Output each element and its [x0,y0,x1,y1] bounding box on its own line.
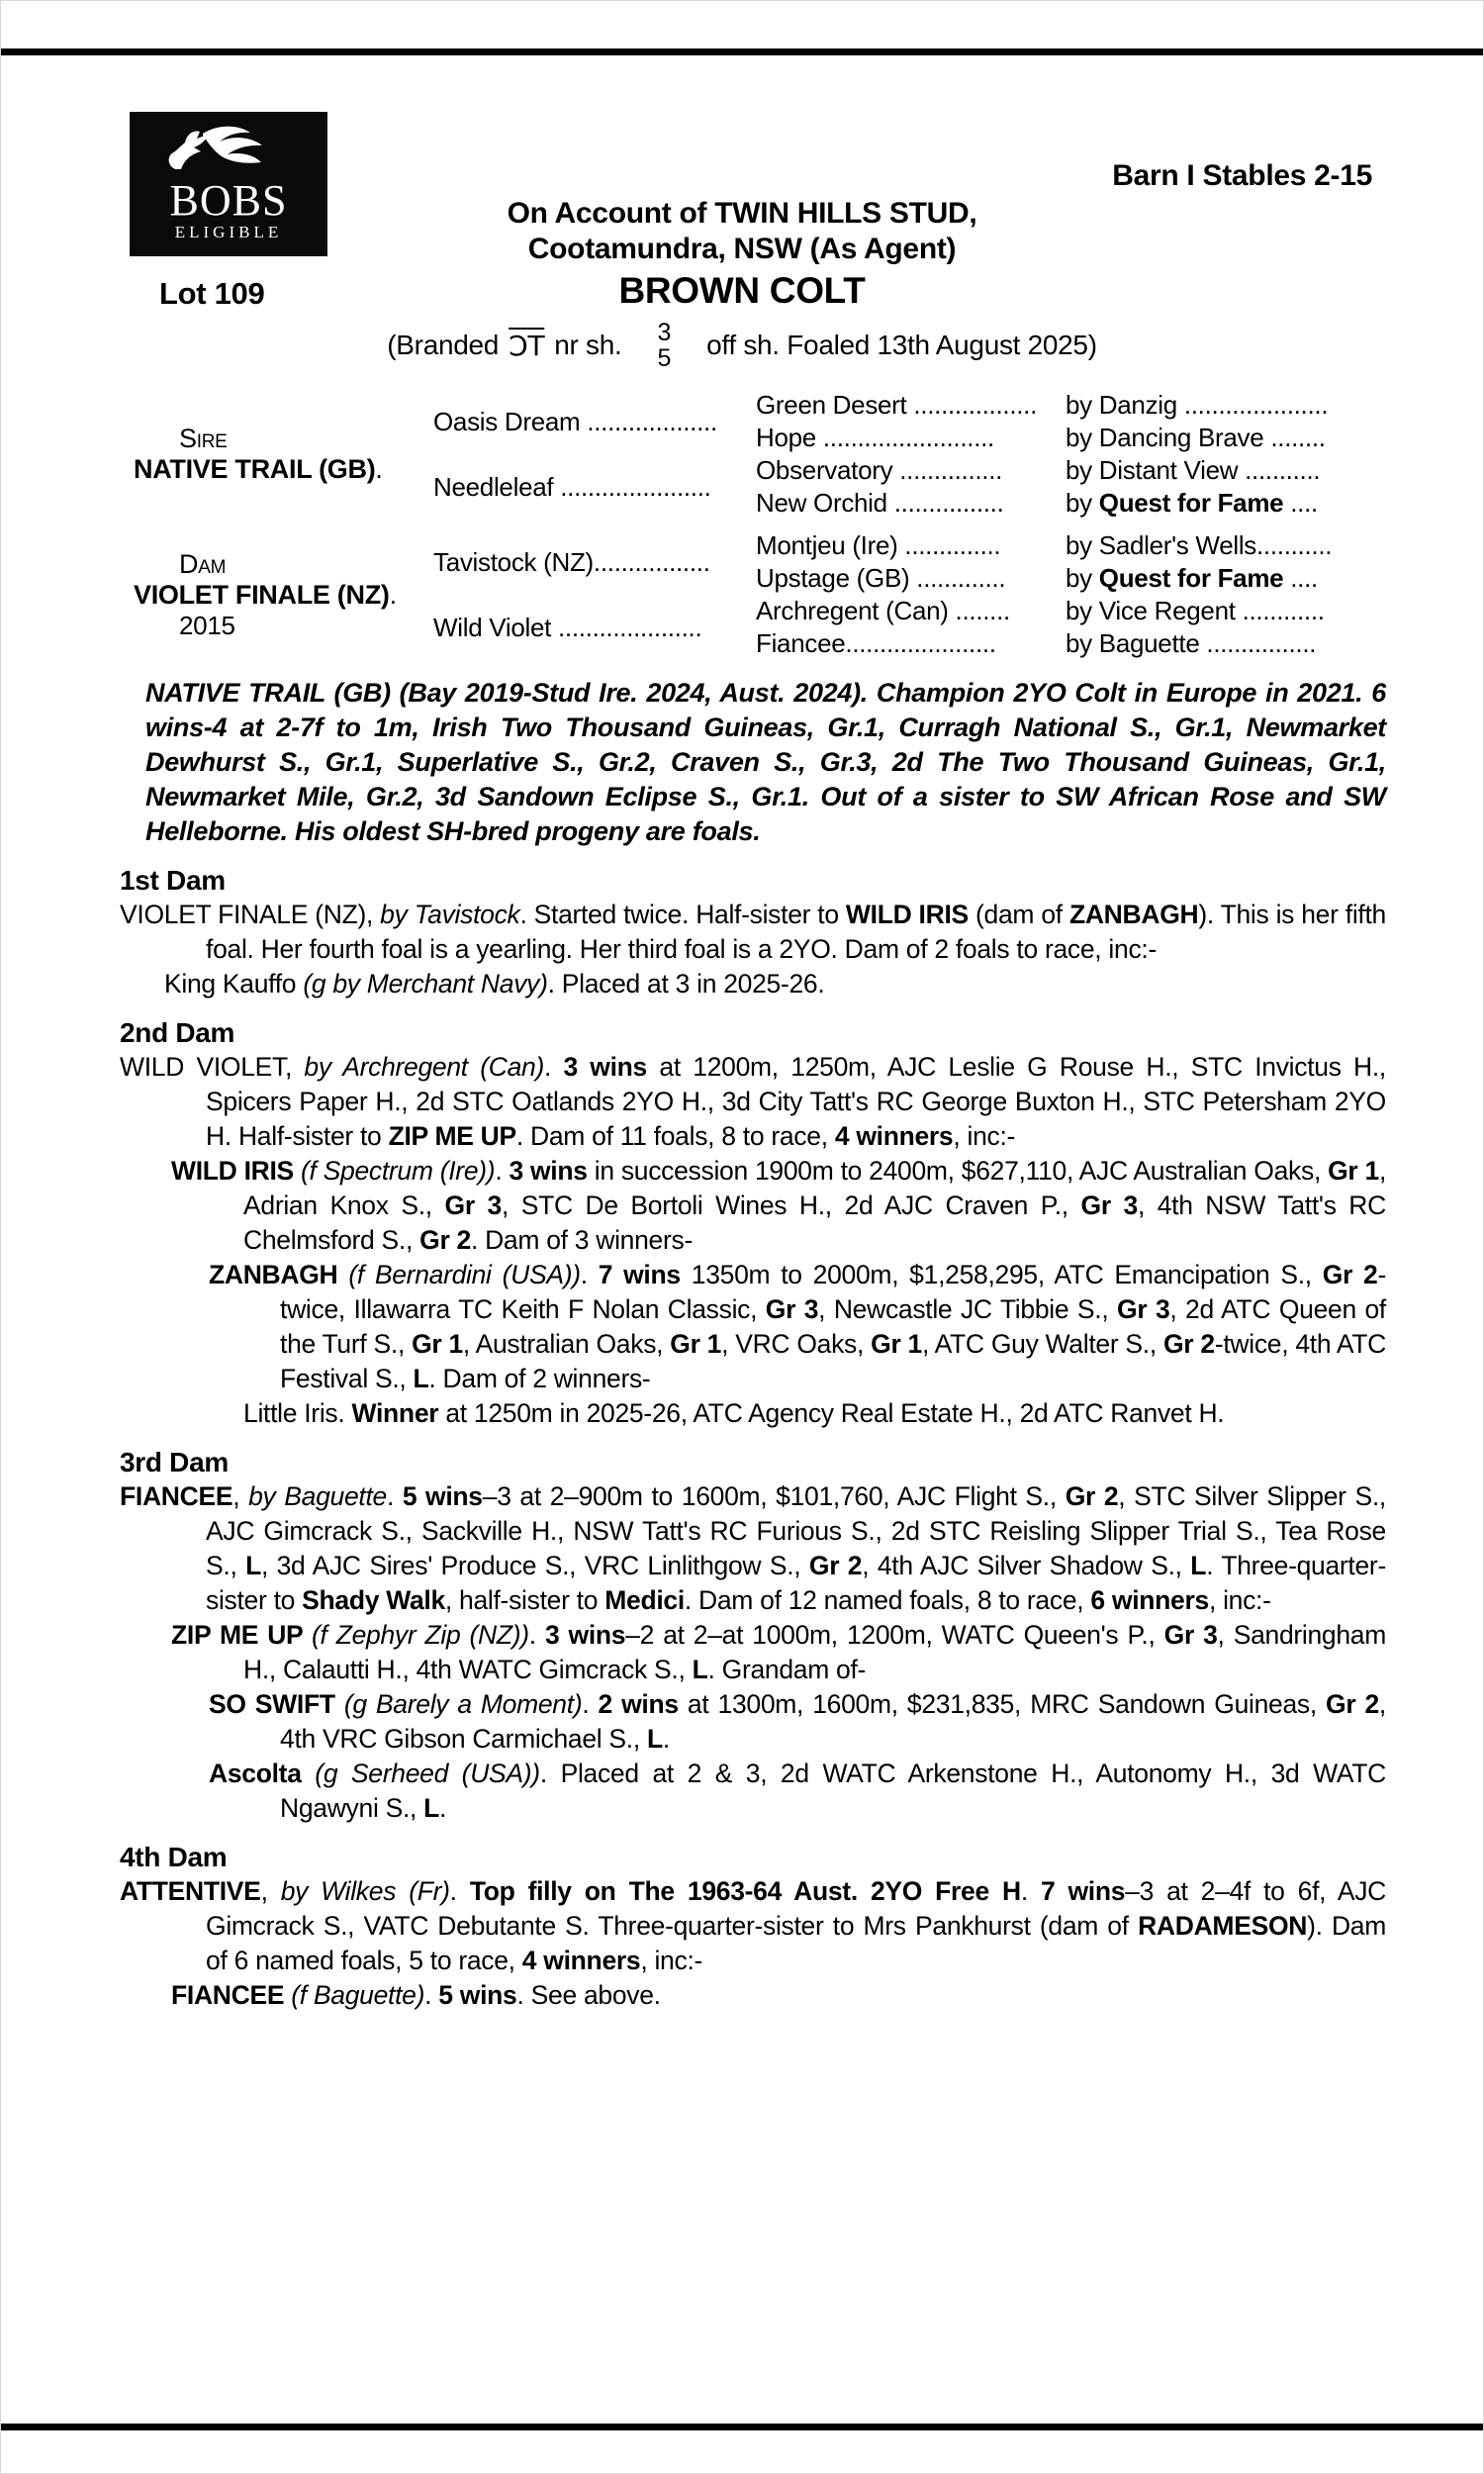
pedigree-entry: Wild Violet ..................... [433,612,702,642]
progeny-entry: Little Iris. Winner at 1250m in 2025-26, ATC Agency Real Estate H., 2d ATC Ranvet H. [243,1398,1225,1428]
progeny-entry: SO SWIFT (g Barely a Moment). 2 wins at 1300m, 1600m, $231,835, MRC Sandown Guineas, Gr 2, 4th VRC Gibson Carmichael S., L. [209,1689,1386,1754]
section-1st-dam [120,863,1386,1001]
pedigree-row: Upstage (GB) ............. by Quest for Fame .... [756,563,1318,593]
dam-paragraph: FIANCEE, by Baguette. 5 wins–3 at 2–900m to 1600m, $101,760, AJC Flight S., Gr 2, STC Silver Slipper S., AJC Gimcrack S., Sackville H., NSW Tatt's RC Furious S., 2d STC Reisling Slipper Trial S., Tea Rose S., L, 3d AJC Sires' Produce S., VRC Linlithgow S., Gr 2, 4th AJC Silver Shadow S., L. Three-quarter-sister to Shady Walk, half-sister to Medici. Dam of 12 named foals, 8 to race, 6 winners, inc:- [120,1481,1386,1615]
pedigree-row: Green Desert .................. by Danzig ..................... [756,390,1329,420]
dam-parents [433,529,756,660]
progeny-entry: King Kauffo (g by Merchant Navy). Placed at 3 in 2025-26. [164,969,825,999]
brand-fraction-bottom: 5 [657,344,672,372]
account-line-2: Cootamundra, NSW (As Agent) [527,233,957,265]
progeny-entry: WILD IRIS (f Spectrum (Ire)). 3 wins in succession 1900m to 2400m, $627,110, AJC Australian Oaks, Gr 1, Adrian Knox S., Gr 3, STC De Bortoli Wines H., 2d AJC Craven P., Gr 3, 4th NSW Tatt's RC Chelmsford S., Gr 2. Dam of 3 winners- [171,1156,1387,1255]
dam-name: VIOLET FINALE (NZ). [134,579,397,610]
logo-word-eligible: ELIGIBLE [174,223,283,241]
section-heading: 3rd Dam [120,1447,229,1477]
sire-record-paragraph: NATIVE TRAIL (GB) (Bay 2019-Stud Ire. 2024, Aust. 2024). Champion 2YO Colt in Europe in 2021. 6 wins-4 at 2-7f to 1m, Irish Two Thousand Guineas, Gr.1, Curragh National S., Gr.1, Newmarket Dewhurst S., Gr.1, Superlative S., Gr.2, Craven S., Gr.3, 2d The Two Thousand Guineas, Gr.1, Newmarket Mile, Gr.2, 3d Sandown Eclipse S., Gr.1. Out of a sister to SW African Rose and SW Helleborne. His oldest SH-bred progeny are foals. [145,678,1386,846]
section-heading: 2nd Dam [120,1017,235,1048]
pedigree-table [120,389,1386,660]
progeny-entry: ZANBAGH (f Bernardini (USA)). 7 wins 1350m to 2000m, $1,258,295, ATC Emancipation S., Gr 2-twice, Illawarra TC Keith F Nolan Classic, Gr 3, Newcastle JC Tibbie S., Gr 3, 2d ATC Queen of the Turf S., Gr 1, Australian Oaks, Gr 1, VRC Oaks, Gr 1, ATC Guy Walter S., Gr 2-twice, 4th ATC Festival S., L. Dam of 2 winners- [209,1260,1387,1393]
barn-stables-label: Barn I Stables 2-15 [1112,159,1372,192]
brand-mark: $\overline{ƆT}$ [509,329,545,362]
brand-fraction-top: 3 [657,319,672,346]
dam-paragraph: ATTENTIVE, by Wilkes (Fr). Top filly on The 1963-64 Aust. 2YO Free H. 7 wins–3 at 2–4f to 6f, AJC Gimcrack S., VATC Debutante S. Three-quarter-sister to Mrs Pankhurst (dam of RADAMESON). Dam of 6 named foals, 5 to race, 4 winners, inc:- [120,1876,1387,1975]
section-heading: 1st Dam [120,865,226,896]
sire-grandparents [756,389,1386,520]
lot-number: Lot 109 [159,276,265,311]
logo-word-bobs: BOBS [169,176,288,225]
dam-grandparents [756,529,1386,660]
dam-role-label: Dam [179,548,227,579]
pedigree-row: Archregent (Can) ........ by Vice Regent ............ [756,596,1325,625]
dam-paragraph: VIOLET FINALE (NZ), by Tavistock. Started twice. Half-sister to WILD IRIS (dam of ZANBAGH). This is her fifth foal. Her fourth foal is a yearling. Her third foal is a 2YO. Dam of 2 foals to race, inc:- [120,900,1386,964]
pedigree-row: Observatory ............... by Distant View ........... [756,455,1321,485]
pedigree-row: New Orchid ................ by Quest for Fame .... [756,488,1318,518]
sire-name: NATIVE TRAIL (GB). [134,454,383,484]
pedigree-row: Fiancee...................... by Baguette ................ [756,628,1317,658]
pedigree-entry: Tavistock (NZ)................. [433,546,710,577]
brand-pre: (Branded [387,330,500,360]
progeny-entry: Ascolta (g Serheed (USA)). Placed at 2 & 3, 2d WATC Arkenstone H., Autonomy H., 3d WATC Ngawyni S., L. [209,1759,1386,1823]
pedigree-sire-group [120,389,1386,520]
bottom-rule [1,2424,1484,2430]
section-4th-dam [120,1840,1386,2013]
sire-parents [433,389,756,520]
section-heading: 4th Dam [120,1842,228,1872]
pedigree-row: Hope ......................... by Dancing Brave ........ [756,423,1326,452]
brand-tail: off sh. Foaled 13th August 2025) [706,330,1097,360]
account-line-1: On Account of TWIN HILLS STUD, [507,197,977,230]
brand-foaling-line [1,320,1483,371]
top-rule [1,48,1484,55]
dam-cell [120,529,433,660]
page-title: BROWN COLT [618,270,866,311]
brand-fraction [658,320,672,371]
sire-role-label: Sire [179,424,228,453]
dam-year: 2015 [179,610,235,640]
pedigree-dam-group [120,529,1386,660]
progeny-entry: ZIP ME UP (f Zephyr Zip (NZ)). 3 wins–2 at 2–at 1000m, 1200m, WATC Queen's P., Gr 3, Sandringham H., Calautti H., 4th WATC Gimcrack S., L. Grandam of- [171,1620,1387,1684]
pedigree-row: Montjeu (Ire) .............. by Sadler's Wells........... [756,530,1333,560]
horse-head-icon [163,126,294,179]
progeny-entry: FIANCEE (f Baguette). 5 wins. See above. [171,1980,661,2010]
dam-paragraph: WILD VIOLET, by Archregent (Can). 3 wins at 1200m, 1250m, AJC Leslie G Rouse H., STC Invictus H., Spicers Paper H., 2d STC Oatlands 2YO H., 3d City Tatt's RC George Buxton H., STC Petersham 2YO H. Half-sister to ZIP ME UP. Dam of 11 foals, 8 to race, 4 winners, inc:- [120,1052,1386,1151]
sire-cell [120,389,433,520]
pedigree-entry: Needleleaf ...................... [433,471,711,502]
brand-mid: nr sh. [554,330,622,360]
section-3rd-dam [120,1445,1386,1826]
section-2nd-dam [120,1015,1386,1431]
page-content [120,389,1386,2013]
pedigree-entry: Oasis Dream ................... [433,406,717,436]
